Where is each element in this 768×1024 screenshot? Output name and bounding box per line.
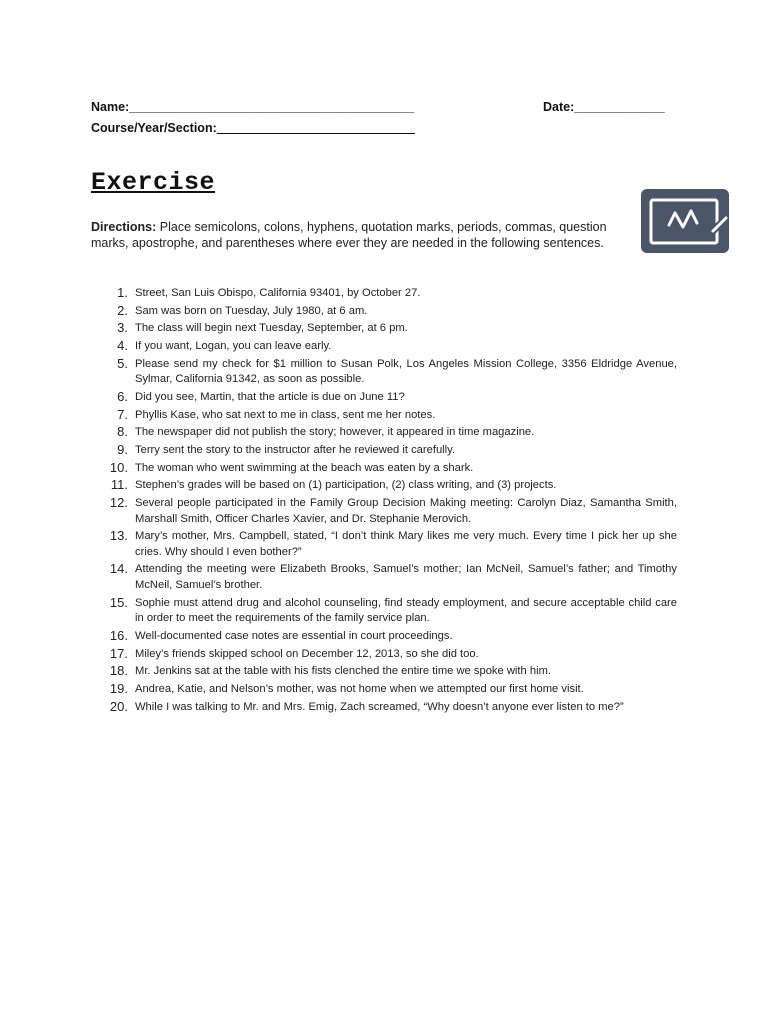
exercise-item xyxy=(91,321,677,337)
exercise-number: 4. xyxy=(117,338,128,354)
exercise-number: 18. xyxy=(109,663,128,679)
exercise-number: 3. xyxy=(117,320,128,336)
exercise-sentence: The newspaper did not publish the story; however, it appeared in time magazine. xyxy=(135,426,535,439)
exercise-item xyxy=(91,390,677,406)
exercise-number: 15. xyxy=(109,594,128,610)
exercise-sentence: Terry sent the story to the instructor after he reviewed it carefully. xyxy=(135,444,456,456)
date-blank: _____________ xyxy=(574,100,665,114)
exercise-item xyxy=(91,647,677,663)
exercise-sentence: Street, San Luis Obispo, California 93401, by October 27. xyxy=(135,287,421,299)
exercise-sentence: Miley’s friends skipped school on December 12, 2013, so she did too. xyxy=(135,647,479,660)
directions-text xyxy=(91,219,611,251)
exercise-item xyxy=(91,425,677,441)
date-label: Date: xyxy=(543,100,575,114)
exercise-number: 16. xyxy=(109,627,128,643)
exercise-number: 10. xyxy=(109,459,128,475)
name-label: Name: xyxy=(91,100,130,114)
exercise-number: 20. xyxy=(109,698,128,714)
exercise-item xyxy=(91,700,677,716)
directions-body: Place semicolons, colons, hyphens, quotation marks, periods, commas, question marks, apostrophe, and parentheses where ever they are needed in the following sentences. xyxy=(91,220,607,250)
exercise-number: 13. xyxy=(109,528,128,544)
exercise-sentence: Several people participated in the Family Group Decision Making meeting: Carolyn Diaz, Samantha Smith, Marshall Smith, Officer Charles Xavier, and Dr. Stephanie Merovich. xyxy=(135,497,677,525)
exercise-sentence: While I was talking to Mr. and Mrs. Emig, Zach screamed, “Why doesn’t anyone ever listen to me?” xyxy=(135,700,624,713)
exercise-item xyxy=(91,339,677,355)
exercise-sentence: Andrea, Katie, and Nelson’s mother, was not home when we attempted our first home visit. xyxy=(135,682,584,695)
exercise-sentence: Well-documented case notes are essential in court proceedings. xyxy=(135,629,453,642)
course-blank: ____________________________ xyxy=(216,121,415,135)
exercise-list xyxy=(91,286,677,717)
exercise-item xyxy=(91,408,677,424)
exercise-number: 5. xyxy=(117,355,128,371)
exercise-number: 8. xyxy=(117,424,128,440)
exercise-sentence: The class will begin next Tuesday, September, at 6 pm. xyxy=(135,322,408,335)
exercise-item xyxy=(91,304,677,320)
exercise-item xyxy=(91,478,677,494)
exercise-item xyxy=(91,562,677,593)
name-field xyxy=(91,100,414,114)
exercise-sentence: Mr. Jenkins sat at the table with his fists clenched the entire time we spoke with him. xyxy=(135,665,551,678)
page-title: Exercise xyxy=(91,168,216,197)
exercise-number: 12. xyxy=(109,495,128,511)
exercise-item xyxy=(91,682,677,698)
exercise-item xyxy=(91,461,677,477)
exercise-sentence: Stephen’s grades will be based on (1) participation, (2) class writing, and (3) projects. xyxy=(135,479,557,492)
exercise-item xyxy=(91,357,677,388)
exercise-item xyxy=(91,596,677,627)
exercise-sentence: Did you see, Martin, that the article is due on June 11? xyxy=(135,390,405,403)
course-label: Course/Year/Section: xyxy=(91,121,217,135)
exercise-item xyxy=(91,529,677,560)
exercise-sentence: If you want, Logan, you can leave early. xyxy=(135,340,332,353)
exercise-sentence: Sophie must attend drug and alcohol counseling, find steady employment, and secure acceptable child care in order to meet the requirements of the family service plan. xyxy=(135,596,677,625)
exercise-item xyxy=(91,443,677,459)
directions-label: Directions: xyxy=(91,220,157,234)
exercise-number: 17. xyxy=(109,645,128,661)
date-field xyxy=(543,100,665,114)
exercise-number: 7. xyxy=(117,406,128,422)
exercise-sentence: The woman who went swimming at the beach was eaten by a shark. xyxy=(135,461,474,474)
exercise-sentence: Attending the meeting were Elizabeth Brooks, Samuel’s mother; Ian McNeil, Samuel’s father; and Timothy McNeil, Samuel’s brother. xyxy=(135,563,677,591)
exercise-item xyxy=(91,496,677,527)
exercise-number: 6. xyxy=(117,388,128,404)
course-field xyxy=(91,121,415,135)
exercise-number: 19. xyxy=(109,680,128,696)
exercise-number: 9. xyxy=(117,442,128,457)
exercise-number: 2. xyxy=(117,302,128,318)
exercise-sentence: Sam was born on Tuesday, July 1980, at 6 am. xyxy=(135,304,368,317)
exercise-item xyxy=(91,664,677,680)
exercise-sentence: Phyllis Kase, who sat next to me in class, sent me her notes. xyxy=(135,408,436,421)
exercise-item xyxy=(91,629,677,645)
exercise-item xyxy=(91,286,677,302)
exercise-number: 11. xyxy=(110,477,128,493)
exercise-number: 1. xyxy=(117,285,128,300)
exercise-sentence: Please send my check for $1 million to Susan Polk, Los Angeles Mission College, 3356 Eldridge Avenue, Sylmar, California 91342, as soon as possible. xyxy=(135,357,677,386)
whiteboard-scribble-icon xyxy=(641,189,729,253)
name-blank: _________________________________________ xyxy=(129,100,415,114)
exercise-sentence: Mary’s mother, Mrs. Campbell, stated, “I don’t think Mary likes me very much. Every time I pick her up she cries. Why should I even bother?” xyxy=(135,530,677,558)
exercise-number: 14. xyxy=(109,561,128,577)
